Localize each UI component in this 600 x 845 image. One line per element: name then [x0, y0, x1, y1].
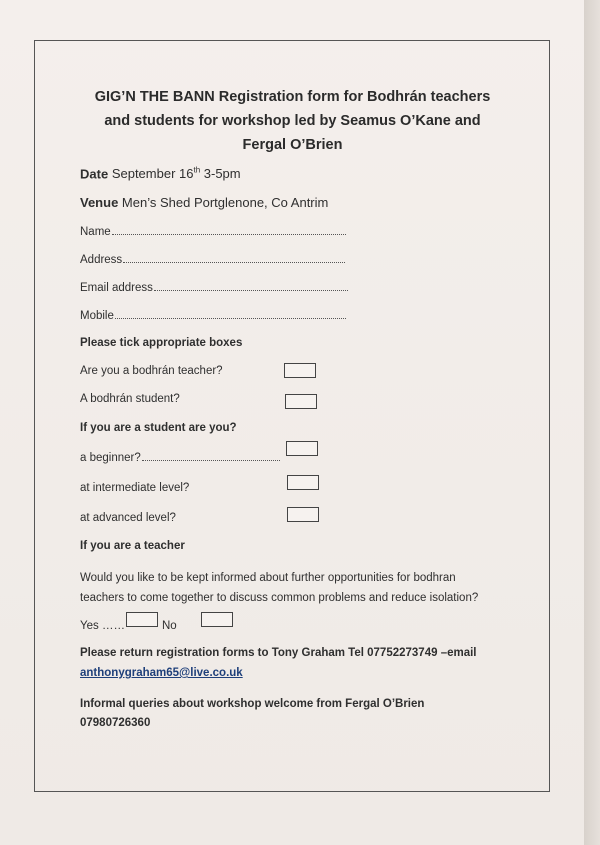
date-line [80, 166, 241, 181]
date-value: September 16th 3-5pm [111, 166, 241, 182]
beginner-checkbox[interactable] [286, 441, 318, 456]
address-label: Address [80, 254, 123, 266]
mobile-dotted-line[interactable] [115, 317, 346, 319]
mobile-field[interactable] [80, 310, 346, 322]
name-dotted-line[interactable] [112, 233, 346, 235]
venue-line [80, 195, 328, 210]
intermediate-option: at intermediate level? [80, 482, 190, 494]
queries-line-1: Informal queries about workshop welcome from Fergal O’Brien [80, 698, 425, 710]
yes-label: Yes [80, 620, 99, 632]
student-question: A bodhrán student? [80, 393, 180, 405]
student-heading: If you are a student are you? [80, 422, 237, 434]
return-email-line [80, 667, 243, 679]
venue-label: Venue [80, 195, 119, 210]
beginner-option [80, 452, 280, 464]
date-label: Date [80, 166, 109, 182]
email-label: Email address [80, 282, 153, 294]
yes-checkbox[interactable] [126, 612, 158, 627]
return-instructions: Please return registration forms to Tony Graham Tel 07752273749 –email [80, 647, 477, 659]
student-checkbox[interactable] [285, 394, 317, 409]
teacher-question: Are you a bodhrán teacher? [80, 365, 223, 377]
tick-heading: Please tick appropriate boxes [80, 337, 243, 349]
yes-dots: …… [101, 620, 125, 632]
teacher-question-text [80, 568, 478, 608]
beginner-label: a beginner? [80, 452, 141, 464]
name-field[interactable] [80, 226, 346, 238]
name-label: Name [80, 226, 111, 238]
teacher-checkbox[interactable] [284, 363, 316, 378]
queries-phone: 07980726360 [80, 717, 151, 729]
advanced-option: at advanced level? [80, 512, 176, 524]
title-line-3: Fergal O’Brien [242, 137, 343, 153]
teacher-question-line-1: Would you like to be kept informed about further opportunities for bodhran [80, 572, 456, 584]
title-line-1: GIG’N THE BANN Registration form for Bodhrán teachers [94, 89, 491, 105]
intermediate-checkbox[interactable] [287, 475, 319, 490]
address-field[interactable] [80, 254, 345, 266]
title-line-2: and students for workshop led by Seamus O’Kane and [104, 113, 481, 129]
yes-option [80, 620, 125, 632]
no-checkbox[interactable] [201, 612, 233, 627]
queries-block [80, 695, 424, 733]
venue-value: Men’s Shed Portglenone, Co Antrim [121, 195, 329, 210]
address-dotted-line[interactable] [123, 261, 345, 263]
teacher-question-line-2: teachers to come together to discuss common problems and reduce isolation? [80, 592, 479, 604]
email-dotted-line[interactable] [154, 289, 348, 291]
mobile-label: Mobile [80, 310, 114, 322]
beginner-dotted-line [142, 459, 280, 461]
teacher-heading: If you are a teacher [80, 540, 185, 552]
advanced-checkbox[interactable] [287, 507, 319, 522]
no-label: No [162, 620, 177, 632]
form-title [70, 85, 515, 157]
return-email-link[interactable]: anthonygraham65@live.co.uk [80, 667, 243, 679]
paper-edge-shadow [584, 0, 600, 845]
email-field[interactable] [80, 282, 348, 294]
